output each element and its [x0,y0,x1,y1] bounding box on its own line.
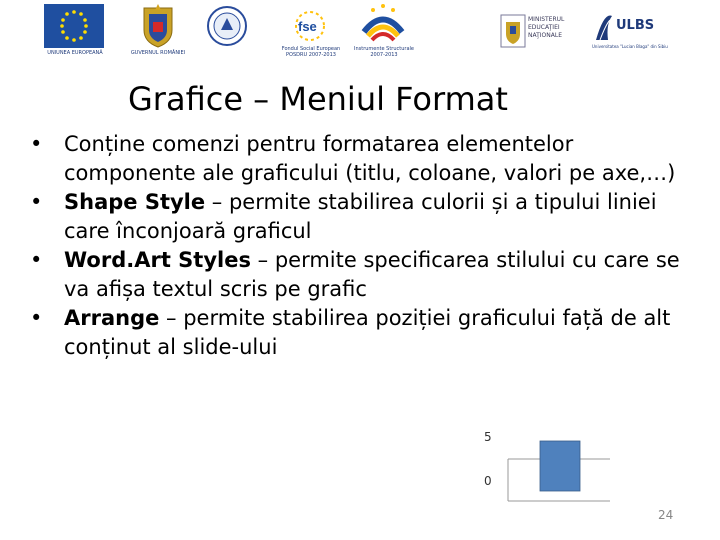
eu-flag-icon [44,4,104,48]
bullet-item [30,130,680,188]
bullet-symbol: • [30,248,43,272]
ministry-text: MINISTERUL EDUCAŢIEI NAŢIONALE [528,16,565,39]
header-logos [0,0,720,70]
bullet-symbol: • [30,132,43,156]
ulbs-logo-icon [592,10,616,44]
bullet-text: – permite specificarea stilului cu care se va afișa textul scris pe grafic [64,248,680,301]
bullet-item [30,246,680,304]
structural-instruments-logo-icon [358,2,408,46]
mini-bar-chart [470,425,620,510]
bullet-keyword: Word.Art Styles [64,248,251,272]
bullet-list [30,130,680,362]
bar [540,441,580,491]
bullet-text: – permite stabilirea poziției graficului față de alt conținut al slide-ului [64,306,671,359]
bullet-text: – permite stabilirea culorii și a tipului liniei care înconjoară graficul [64,190,657,243]
ulbs-text: ULBS [616,18,655,33]
round-seal-icon [207,6,247,46]
fse-caption: Fondul Social European POSDRU 2007-2013 [281,46,341,58]
bullet-item [30,304,680,362]
y-tick-label: 0 [484,474,492,488]
svg-text:fse: fse [298,19,317,34]
ulbs-subtitle: Universitatea "Lucian Blaga" din Sibiu [592,44,668,49]
bullet-item [30,188,680,246]
eu-caption: UNIUNEA EUROPEANĂ [47,50,103,56]
fse-logo-icon [290,8,330,44]
is-caption: Instrumente Structurale 2007-2013 [354,46,414,58]
bullet-keyword: Arrange [64,306,160,330]
bullet-symbol: • [30,190,43,214]
y-tick-label: 5 [484,430,492,444]
ministry-education-logo-icon [500,14,526,48]
romania-coat-of-arms-icon [140,2,176,48]
page-number: 24 [658,508,674,522]
gov-caption: GUVERNUL ROMÂNIEI [130,50,186,56]
bullet-symbol: • [30,306,43,330]
bullet-text: Conține comenzi pentru formatarea elementelor componente ale graficului (titlu, coloane, valori pe axe,…) [64,132,676,185]
slide-title: Grafice – Meniul Format [128,80,508,118]
bullet-keyword: Shape Style [64,190,206,214]
